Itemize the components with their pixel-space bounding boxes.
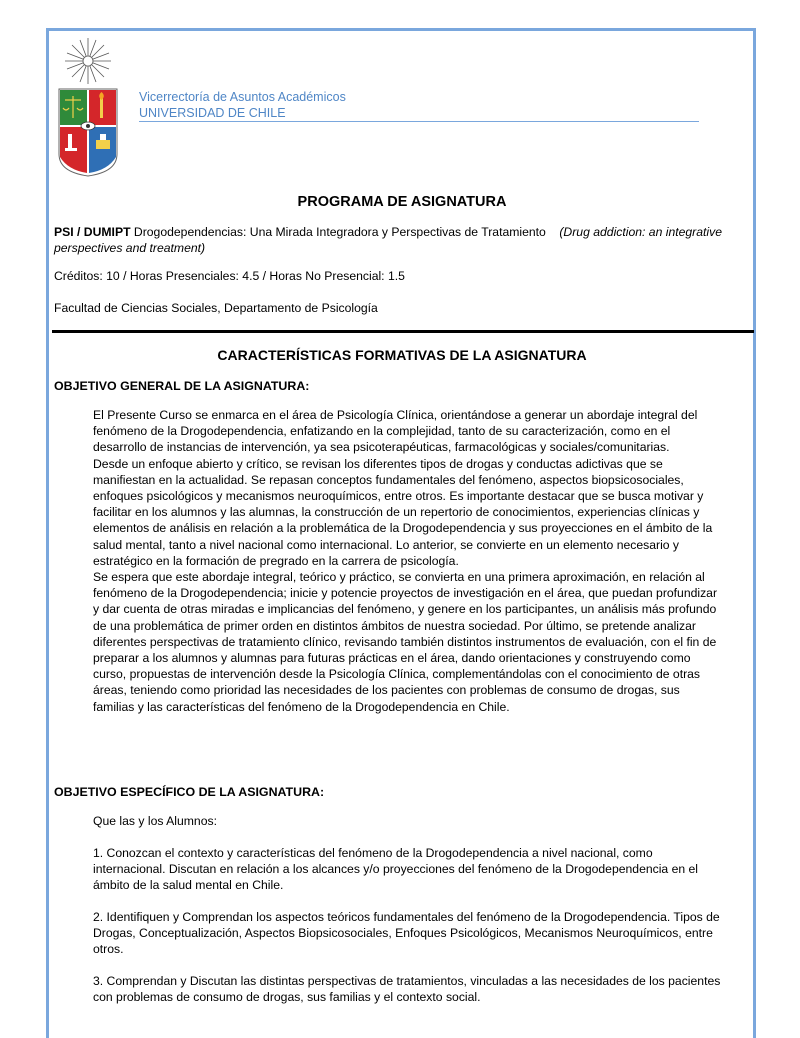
section-title: CARACTERÍSTICAS FORMATIVAS DE LA ASIGNATURA [217,347,587,363]
course-name: Drogodependencias: Una Mirada Integradora y Perspectivas de Tratamiento [133,225,546,239]
credits-info: Créditos: 10 / Horas Presenciales: 4.5 / Horas No Presencial: 1.5 [54,269,405,283]
course-description [54,224,724,256]
list-item: 2. Identifiquen y Comprendan los aspectos teóricos fundamentales del fenómeno de la Drogodependencia. Tipos de Drogas, Conceptualización, Aspectos Biopsicosociales, Enfoques Psicológicos, Mecanismos Neuroquímicos, entre otros. [93,910,720,957]
objetivo-especifico-intro: Que las y los Alumnos: [93,814,217,828]
objetivo-especifico-heading: OBJETIVO ESPECÍFICO DE LA ASIGNATURA: [54,785,325,799]
paragraph: El Presente Curso se enmarca en el área de Psicología Clínica, orientándose a generar un abordaje integral del fenómeno de la Drogodependencia, enfatizando en la complejidad, tanto de su caracterización, como en el desarrollo de instancias de intervención, ya sea psicoterapéuticas, farmacológicas y sociales/comunitarias. [93,408,698,455]
course-english-name: (Drug addiction: an integrative perspectives and treatment) [54,225,722,255]
objetivo-general-body [93,407,723,715]
institution-header [139,89,699,121]
star-icon [65,38,111,84]
course-code: PSI / DUMIPT [54,225,131,239]
paragraph: Desde un enfoque abierto y crítico, se revisan los diferentes tipos de drogas y conductas adictivas que se manifiestan en la actualidad. Se repasan conceptos fundamentales del fenómeno, aspectos biopsicosociales, enfoques psicológicos y mecanismos neuroquímicos, entre otros. Es importante destacar que se busca motivar y facilitar en los alumnos y las alumnas, la construcción de un repertorio de conocimientos, experiencias clínicas y elementos de análisis en relación a la problemática de la Drogodependencia y sus proyecciones en el ámbito de la salud mental, tanto a nivel nacional como internacional. Lo anterior, se convierte en un elemento necesario y estratégico en la formación de pregrado en la carrera de psicología. [93,456,713,568]
section-divider [52,330,754,333]
eye-icon [81,122,95,130]
header-divider [139,121,699,122]
objetivo-general-heading: OBJETIVO GENERAL DE LA ASIGNATURA: [54,379,310,393]
paragraph: Se espera que este abordaje integral, teórico y práctico, se convierta en una primera aproximación, en relación al fenómeno de la Drogodependencia; inicie y potencie proyectos de investigación en el área, que puedan profundizar y dar cuenta de otras miradas e implicancias del fenómeno, y genere en los participantes, un análisis más profundo de una problemática de primer orden en distintos ámbitos de nuestra sociedad. Por último, se pretende analizar diferentes perspectivas de tratamiento clínico, revisando también distintos instrumentos de evaluación, con el fin de preparar a los alumnos y alumnas para futuras prácticas en el área, dando orientaciones y construyendo como curso, propuestas de intervención desde la Psicología Clínica, complementándolas con el conocimiento de otras áreas, teniendo como prioridad las necesidades de los pacientes con problemas de consumo de drogas, sus familias y las características del fenómeno de la Drogodependencia en Chile. [93,570,718,714]
university-name: UNIVERSIDAD DE CHILE [139,106,286,120]
vicerrectoria-label: Vicerrectoría de Asuntos Académicos [139,90,346,104]
list-item: 3. Comprendan y Discutan las distintas perspectivas de tratamientos, vinculadas a las necesidades de los pacientes con problemas de consumo de drogas, sus familias y el contexto social. [93,974,721,1005]
faculty-info: Facultad de Ciencias Sociales, Departamento de Psicología [54,301,378,315]
university-crest-logo [56,36,120,178]
list-item: 1. Conozcan el contexto y características del fenómeno de la Drogodependencia a nivel nacional, como internacional. Discutan en relación a los alcances y/o proyecciones del fenómeno de la Drogodependencia en el ámbito de la salud mental en Chile. [93,846,699,893]
page-title: PROGRAMA DE ASIGNATURA [297,194,507,210]
